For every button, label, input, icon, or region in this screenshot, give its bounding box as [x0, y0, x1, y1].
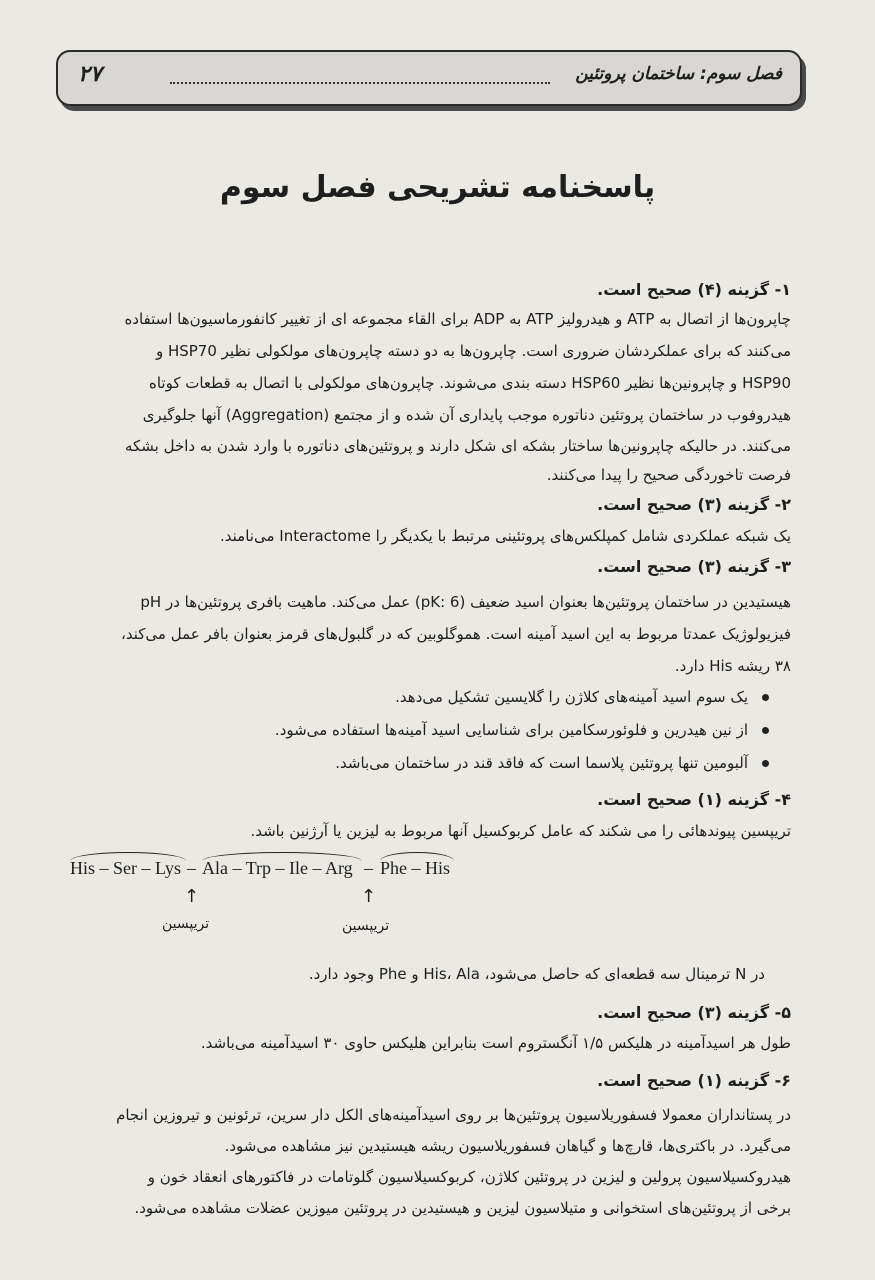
cleavage-arrow-2: ↑	[361, 886, 377, 907]
q5-line-1: طول هر اسیدآمینه در هلیکس ۱/۵ آنگستروم است بنابراین هلیکس حاوی ۳۰ اسیدآمینه می‌باشد.	[200, 1034, 791, 1052]
q2-answer: ۲- گزینه (۳) صحیح است.	[597, 495, 791, 514]
peptide-dash-2: –	[364, 858, 373, 878]
q1-line-3: HSP90 و چاپرونین‌ها نظیر HSP60 دسته بندی می‌شوند. چاپرون‌های مولکولی با اتصال به قطعات کوتاه	[148, 374, 791, 392]
q6-line-2: می‌گیرد. در باکتری‌ها، قارچ‌ها و گیاهان فسفوریلاسیون ریشه هیستیدین نیز مشاهده می‌شود.	[224, 1137, 791, 1155]
q4-intro: تریپسین پیوندهائی را می شکند که عامل کربوکسیل آنها مربوط به لیزین یا آرژنین باشد.	[250, 822, 791, 840]
q3-bullet-1: یک سوم اسید آمینه‌های کلاژن را گلایسین تشکیل می‌دهد.	[395, 688, 769, 706]
q6-line-3: هیدروکسیلاسیون پرولین و لیزین در پروتئین کلاژن، کربوکسیلاسیون گلوتامات در فاکتورهای انعقاد خون و	[147, 1168, 791, 1186]
q6-line-1: در پستانداران معمولا فسفوریلاسیون پروتئین‌ها بر روی اسیدآمینه‌های الکل دار سرین، ترئونین و تیروزین انجام	[116, 1106, 791, 1124]
peptide-fragment-3: Phe – His	[380, 858, 451, 878]
q1-line-4: هیدروفوب در ساختمان پروتئین دناتوره موجب پایداری آن شده و از مجتمع (Aggregation) آنها جلوگیری	[142, 406, 791, 424]
q6-line-4: برخی از پروتئین‌های استخوانی و متیلاسیون لیزین و هیستیدین در پروتئین میوزین عضلات مشاهده می‌شود.	[134, 1199, 791, 1217]
q4-after: در N ترمینال سه قطعه‌ای که حاصل می‌شود، His، Ala و Phe وجود دارد.	[308, 965, 765, 983]
q3-line-2: فیزیولوژیک عمدتا مربوط به این اسید آمینه است. هموگلوبین که در گلبول‌های قرمز بعنوان بافر عمل می‌کند،	[121, 625, 791, 643]
q1-answer: ۱- گزینه (۴) صحیح است.	[597, 280, 791, 299]
running-header	[56, 50, 802, 106]
cleavage-arrow-1: ↑	[184, 886, 200, 907]
chapter-title: فصل سوم: ساختمان پروتئین	[575, 64, 782, 84]
q3-answer: ۳- گزینه (۳) صحیح است.	[597, 557, 791, 576]
q6-answer: ۶- گزینه (۱) صحیح است.	[597, 1071, 791, 1090]
peptide-dash-1: –	[187, 858, 196, 878]
q2-line-1: یک شبکه عملکردی شامل کمپلکس‌های پروتئینی مرتبط با یکدیگر را Interactome می‌نامند.	[220, 527, 791, 545]
header-dot-leader	[170, 82, 550, 84]
q1-line-6: فرصت تاخوردگی صحیح را پیدا می‌کنند.	[546, 466, 791, 484]
bullet-dot	[762, 760, 769, 767]
bullet-dot	[762, 694, 769, 701]
q1-line-5: می‌کنند. در حالیکه چاپرونین‌ها ساختار بشکه ای شکل دارند و پروتئین‌های دناتوره با وارد شدن به داخل بشکه	[124, 437, 791, 455]
q1-line-1: چاپرون‌ها از اتصال به ATP و هیدرولیز ATP به ADP برای القاء مجموعه ای از تغییر کانفورماسیون‌ها استفاده	[124, 310, 791, 328]
cleavage-label-2: تریپسین	[342, 918, 390, 934]
peptide-fragment-1: His – Ser – Lys	[70, 858, 182, 878]
cleavage-label-1: تریپسین	[162, 916, 210, 932]
q1-line-2: می‌کنند که برای عملکردشان ضروری است. چاپرون‌ها به دو دسته چاپرون‌های مولکولی نظیر HSP70 و	[155, 342, 791, 360]
q3-bullet-3: آلبومین تنها پروتئین پلاسما است که فاقد قند در ساختمان می‌باشد.	[335, 754, 769, 772]
q3-line-1: هیستیدین در ساختمان پروتئین‌ها بعنوان اسید ضعیف (pK: 6) عمل می‌کند. ماهیت بافری پروتئین‌ها در pH	[140, 593, 791, 611]
q4-answer: ۴- گزینه (۱) صحیح است.	[597, 790, 791, 809]
peptide-fragment-2: Ala – Trp – Ile – Arg	[202, 858, 353, 878]
q3-bullet-2: از نین هیدرین و فلوئورسکامین برای شناسایی اسید آمینه‌ها استفاده می‌شود.	[275, 721, 769, 739]
q3-line-3: ۳۸ ریشه His دارد.	[674, 657, 791, 675]
page-number: ۲۷	[78, 62, 102, 87]
bullet-dot	[762, 727, 769, 734]
page-title: پاسخنامه تشریحی فصل سوم	[219, 170, 656, 205]
q5-answer: ۵- گزینه (۳) صحیح است.	[597, 1003, 791, 1022]
